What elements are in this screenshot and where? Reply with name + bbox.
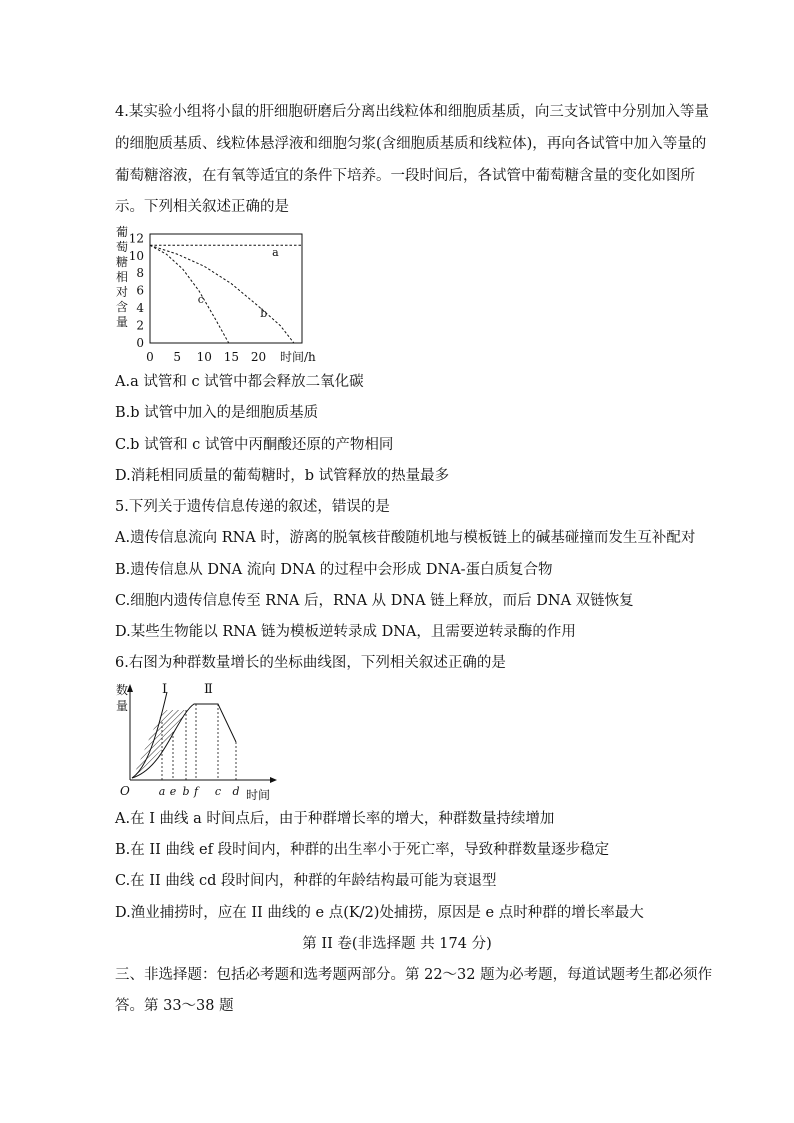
glucose-chart-xlabel: 时间/h	[280, 350, 316, 364]
curve-II	[132, 704, 236, 778]
population-gap-area	[132, 710, 186, 778]
population-chart	[112, 680, 282, 804]
glucose-xtick-label: 20	[250, 350, 267, 364]
q6-option-c: C.在 II 曲线 cd 段时间内，种群的年龄结构最可能为衰退型	[115, 873, 497, 889]
series-a-label: a	[272, 245, 279, 259]
glucose-ylabel-char: 糖	[116, 255, 129, 269]
glucose-chart-frame	[150, 234, 302, 343]
series-b-line	[150, 245, 294, 343]
section2-title: 第 II 卷(非选择题 共 174 分)	[302, 936, 492, 952]
glucose-ytick-label: 4	[136, 301, 144, 316]
population-point-label: f	[193, 785, 199, 798]
glucose-ytick-label: 8	[136, 266, 144, 281]
glucose-ytick-label: 2	[136, 318, 144, 333]
q5-option-a: A.遗传信息流向 RNA 时，游离的脱氧核苷酸随机地与模板链上的碱基碰撞而发生互补配对	[115, 530, 696, 546]
q6-stem: 6.右图为种群数量增长的坐标曲线图，下列相关叙述正确的是	[115, 655, 506, 671]
population-point-label: c	[214, 785, 222, 798]
glucose-xtick-label: 15	[223, 350, 240, 364]
q4-stem-line-3: 葡萄糖溶液，在有氧等适宜的条件下培养。一段时间后，各试管中葡萄糖含量的变化如图所	[115, 168, 695, 184]
section2-line-1: 三、非选择题：包括必考题和选考题两部分。第 22～32 题为必考题，每道试题考生都必须作	[115, 967, 713, 983]
population-chart-xlabel: 时间	[246, 788, 271, 802]
curve-I-label: Ⅰ	[162, 682, 168, 697]
q6-option-d: D.渔业捕捞时，应在 II 曲线的 e 点(K/2)处捕捞，原因是 e 点时种群的增长率最大	[115, 905, 644, 921]
population-point-label: b	[182, 785, 190, 798]
q6-option-a: A.在 I 曲线 a 时间点后，由于种群增长率的增大，种群数量持续增加	[115, 811, 555, 827]
curve-II-label: Ⅱ	[204, 682, 213, 697]
glucose-chart-ylabel	[116, 224, 128, 329]
q4-option-b: B.b 试管中加入的是细胞质基质	[115, 405, 319, 421]
q5-stem: 5.下列关于遗传信息传递的叙述，错误的是	[115, 499, 390, 515]
glucose-chart	[110, 220, 316, 368]
q4-stem-line-1: 4.某实验小组将小鼠的肝细胞研磨后分离出线粒体和细胞质基质，向三支试管中分别加入等量	[115, 104, 709, 120]
q4-option-c: C.b 试管和 c 试管中丙酮酸还原的产物相同	[115, 437, 394, 453]
q5-option-c: C.细胞内遗传信息传至 RNA 后，RNA 从 DNA 链上释放，而后 DNA 双链恢复	[115, 593, 634, 609]
q6-option-b: B.在 II 曲线 ef 段时间内，种群的出生率小于死亡率，导致种群数量逐步稳定	[115, 842, 610, 858]
series-c-label: c	[197, 292, 204, 306]
glucose-ylabel-char: 相	[116, 270, 129, 284]
glucose-ylabel-char: 葡	[116, 225, 129, 239]
glucose-xtick-label: 0	[146, 350, 154, 364]
glucose-ytick-label: 12	[128, 231, 144, 246]
glucose-ytick-label: 6	[136, 283, 144, 298]
x-axis-arrow-icon	[270, 777, 277, 783]
q4-stem-line-4: 示。下列相关叙述正确的是	[115, 199, 289, 215]
section2-line-2: 答。第 33～38 题	[115, 998, 234, 1014]
glucose-ylabel-char: 对	[116, 285, 129, 299]
population-origin-label: O	[120, 784, 130, 798]
glucose-ytick-label: 0	[136, 336, 144, 350]
glucose-ylabel-char: 含	[116, 300, 129, 314]
population-chart-ylabel-2: 量	[116, 699, 129, 713]
q4-stem-line-2: 的细胞质基质、线粒体悬浮液和细胞匀浆(含细胞质基质和线粒体)，再向各试管中加入等量的	[115, 136, 707, 152]
glucose-ylabel-char: 萄	[116, 240, 129, 254]
population-point-label: e	[169, 785, 177, 798]
population-chart-ylabel-1: 数	[116, 683, 129, 697]
population-point-label: d	[232, 785, 240, 798]
glucose-ytick-label: 10	[128, 248, 144, 263]
glucose-xtick-label: 10	[196, 350, 212, 364]
glucose-xtick-label: 5	[173, 350, 181, 364]
series-b-label: b	[260, 306, 268, 320]
glucose-ylabel-char: 量	[116, 315, 129, 329]
q4-option-d: D.消耗相同质量的葡萄糖时，b 试管释放的热量最多	[115, 468, 450, 484]
q5-option-b: B.遗传信息从 DNA 流向 DNA 的过程中会形成 DNA-蛋白质复合物	[115, 562, 553, 578]
q4-option-a: A.a 试管和 c 试管中都会释放二氧化碳	[115, 374, 364, 390]
q5-option-d: D.某些生物能以 RNA 链为模板逆转录成 DNA，且需要逆转录酶的作用	[115, 624, 576, 640]
population-point-label: a	[158, 785, 166, 798]
